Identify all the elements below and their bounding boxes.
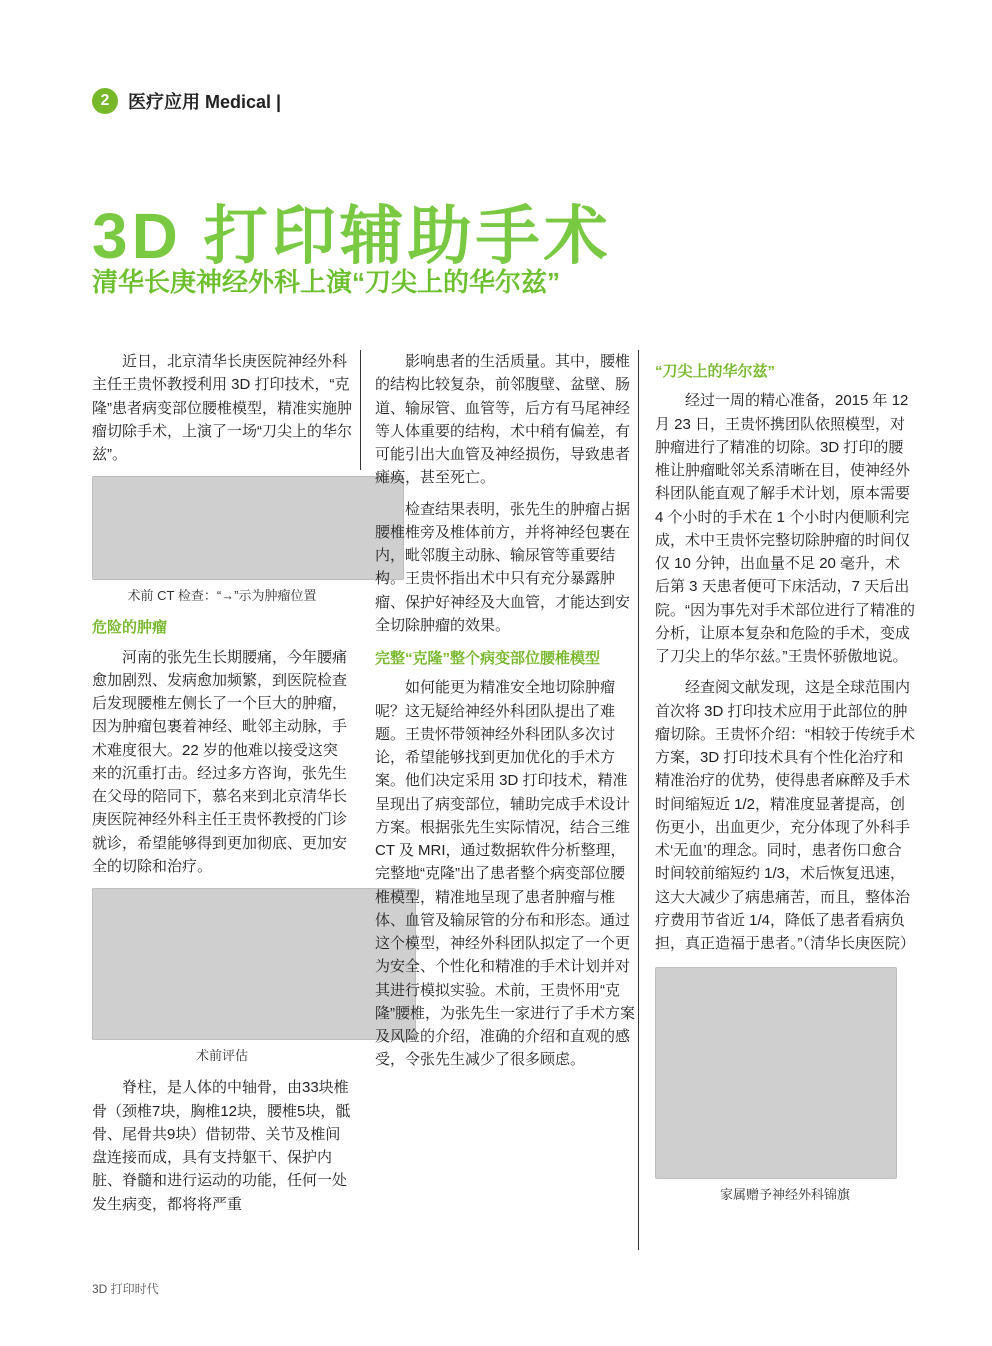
- page-footer: 3D 打印时代: [92, 1282, 159, 1296]
- paragraph: 脊柱，是人体的中轴骨，由33块椎骨（颈椎7块，胸椎12块，腰椎5块，骶骨、尾骨共9块）借韧带、关节及椎间盘连接而成，具有支持躯干、保护内脏、脊髓和进行运动的功能，任何一处发生病变，都将将严重: [92, 1079, 351, 1213]
- paragraph: 近日，北京清华长庚医院神经外科主任王贵怀教授利用 3D 打印技术，“克隆”患者病变部位腰椎模型，精准实施肿瘤切除手术，上演了一场“刀尖上的华尔兹”。: [92, 353, 352, 463]
- preop-evaluation-image: [92, 888, 416, 1040]
- page-number-badge: 2: [92, 88, 118, 114]
- section-heading: “刀尖上的华尔兹”: [655, 363, 776, 380]
- article-title: 3D 打印辅助手术: [92, 200, 612, 272]
- column-1: [92, 350, 352, 1224]
- column-divider: [638, 350, 639, 1250]
- banner-photo-caption: 家属赠予神经外科锦旗: [719, 1187, 850, 1203]
- paragraph: 经查阅文献发现，这是全球范围内首次将 3D 打印技术应用于此部位的肿瘤切除。王贵怀介绍：“相较于传统手术方案，3D 打印技术具有个性化治疗和精准治疗的优势，使得患者麻醉及手术时间缩短近 1/2，精准度显著提高，创伤更小，出血更少，充分体现了外科手术‘无血’的理念。同时，患者伤口愈合时间较前缩短约 1/3，术后恢复迅速，这大大减少了病患痛苦，而且，整体治疗费用节省近 1/4，降低了患者看病负担，真正造福于患者。”（清华长庚医院）: [655, 679, 915, 952]
- paragraph: 河南的张先生长期腰痛，今年腰痛愈加剧烈、发病愈加频繁，到医院检查后发现腰椎左侧长了一个巨大的肿瘤，因为肿瘤包裹着神经、毗邻主动脉，手术难度很大。22 岁的他难以接受这突来的沉重打击。经过多方咨询，张先生在父母的陪同下，慕名来到北京清华长庚医院神经外科主任王贵怀教授的门诊就诊，希望能够得到更加彻底、更加安全的切除和治疗。: [92, 648, 348, 875]
- page-header: [92, 88, 281, 114]
- section-heading: 危险的肿瘤: [92, 619, 168, 637]
- banner-photo: [655, 967, 897, 1179]
- preop-evaluation-caption: 术前评估: [195, 1048, 248, 1064]
- ct-scan-image: [92, 476, 404, 580]
- column-2: [375, 350, 635, 1080]
- column-divider: [360, 350, 361, 470]
- article-subtitle: 清华长庚神经外科上演“刀尖上的华尔兹”: [92, 267, 561, 297]
- paragraph: 影响患者的生活质量。其中，腰椎的结构比较复杂，前邻腹壁、盆壁、肠道、输尿管、血管等，后方有马尾神经等人体重要的结构，术中稍有偏差，有可能引出大血管及神经损伤，导致患者瘫痪，甚至死亡。: [375, 353, 631, 487]
- section-label: 医疗应用 Medical |: [128, 92, 282, 112]
- paragraph: 如何能更为精准安全地切除肿瘤呢？这无疑给神经外科团队提出了难题。王贵怀带领神经外科团队多次讨论，希望能够找到更加优化的手术方案。他们决定采用 3D 打印技术，精准呈现出了病变部位，辅助完成手术设计方案。根据张先生实际情况，结合三维 CT 及 MRI，通过数据软件分析整理，完整地“克隆”出了患者整个病变部位腰椎模型，精准地呈现了患者肿瘤与椎体、血管及输尿管的分布和形态。通过这个模型，神经外科团队拟定了一个更为安全、个性化和精准的手术计划并对其进行模拟实验。术前，王贵怀用“克隆”腰椎，为张先生一家进行了手术方案及风险的介绍，准确的介绍和直观的感受，令张先生减少了很多顾虑。: [375, 679, 635, 1069]
- column-3: [655, 350, 915, 1215]
- ct-scan-caption: 术前 CT 检查：“→”示为肿瘤位置: [127, 588, 317, 604]
- section-heading: 完整“克隆”整个病变部位腰椎模型: [375, 650, 601, 667]
- paragraph: 经过一周的精心准备，2015 年 12 月 23 日，王贵怀携团队依照模型，对肿瘤进行了精准的切除。3D 打印的腰椎让肿瘤毗邻关系清晰在目，使神经外科团队能直观了解手术计划，原本需要 4 个小时的手术在 1 个小时内便顺利完成，术中王贵怀完整切除肿瘤的时间仅仅 10 分钟，出血量不足 20 毫升，术后第 3 天患者便可下床活动，7 天后出院。“因为事先对手术部位进行了精准的分析，让原本复杂和危险的手术，变成了刀尖上的华尔兹。”王贵怀骄傲地说。: [655, 392, 915, 665]
- paragraph: 检查结果表明，张先生的肿瘤占据腰椎椎旁及椎体前方，并将神经包裹在内，毗邻腹主动脉、输尿管等重要结构。王贵怀指出术中只有充分暴露肿瘤、保护好神经及大血管，才能达到安全切除肿瘤的效果。: [375, 500, 631, 634]
